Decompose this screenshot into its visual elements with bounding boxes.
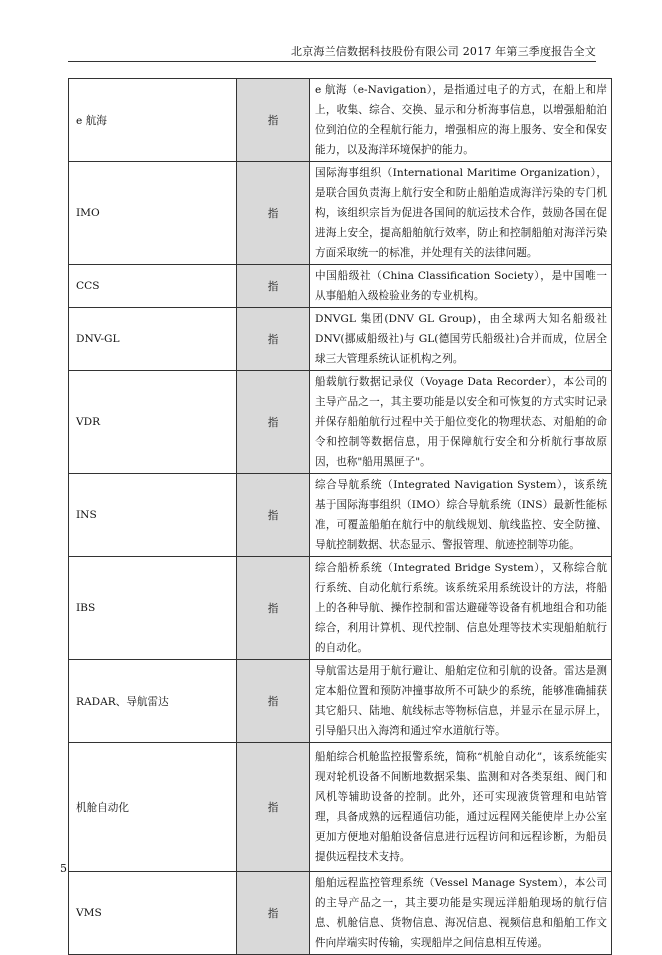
term-cell: CCS (69, 265, 237, 308)
refers-to-cell: 指 (237, 872, 310, 955)
refers-to-cell: 指 (237, 474, 310, 557)
refers-to-cell: 指 (237, 660, 310, 743)
term-cell: DNV-GL (69, 308, 237, 371)
definition-cell: DNVGL 集团(DNV GL Group)，由全球两大知名船级社 DNV(挪威船级社)与 GL(德国劳氏船级社)合并而成，位居全球三大管理系统认证机构之列。 (310, 308, 612, 371)
table-row (69, 162, 612, 265)
definition-cell: 船载航行数据记录仪（Voyage Data Recorder），本公司的主导产品之一，其主要功能是以安全和可恢复的方式实时记录并保存船舶航行过程中关于船位变化的物理状态、对船舶的命令和控制等数据信息，用于保障航行安全和分析航行事故原因，也称"船用黑匣子"。 (310, 371, 612, 474)
table-row (69, 265, 612, 308)
definition-cell: 船舶远程监控管理系统（Vessel Manage System），本公司的主导产品之一，其主要功能是实现远洋船舶现场的航行信息、机舱信息、货物信息、海况信息、视频信息和船舶工作文件向岸端实时传输，实现船岸之间信息相互传递。 (310, 872, 612, 955)
term-cell: INS (69, 474, 237, 557)
refers-to-cell: 指 (237, 557, 310, 660)
term-cell: IBS (69, 557, 237, 660)
header-divider (68, 61, 596, 62)
table-row (69, 872, 612, 955)
table-row (69, 557, 612, 660)
refers-to-cell: 指 (237, 308, 310, 371)
term-cell: e 航海 (69, 79, 237, 162)
glossary-table (68, 78, 612, 955)
table-row (69, 79, 612, 162)
table-row (69, 371, 612, 474)
table-row (69, 474, 612, 557)
table-row (69, 660, 612, 743)
table-row (69, 308, 612, 371)
definition-cell: 导航雷达是用于航行避让、船舶定位和引航的设备。雷达是测定本船位置和预防冲撞事故所不可缺少的系统，能够准确捕获其它船只、陆地、航线标志等物标信息，并显示在显示屏上，引导船只出入海湾和通过窄水道航行等。 (310, 660, 612, 743)
refers-to-cell: 指 (237, 265, 310, 308)
term-cell: VMS (69, 872, 237, 955)
page-header-title: 北京海兰信数据科技股份有限公司 2017 年第三季度报告全文 (291, 45, 596, 58)
definition-cell: 国际海事组织（International Maritime Organization），是联合国负责海上航行安全和防止船舶造成海洋污染的专门机构，该组织宗旨为促进各国间的航运技术合作，鼓励各国在促进海上安全，提高船舶航行效率，防止和控制船舶对海洋污染方面采取统一的标准，并处理有关的法律问题。 (310, 162, 612, 265)
definition-cell: 中国船级社（China Classification Society），是中国唯一从事船舶入级检验业务的专业机构。 (310, 265, 612, 308)
page-number: 5 (60, 862, 67, 875)
definition-cell: 船舶综合机舱监控报警系统，简称“机舱自动化”，该系统能实现对轮机设备不间断地数据采集、监测和对各类泵组、阀门和风机等辅助设备的控制。此外，还可实现液货管理和电站管理，具备成熟的远程通信功能，通过远程网关能使岸上办公室更加方便地对船舶设备信息进行远程访问和远程诊断，为船员提供远程技术支持。 (310, 743, 612, 872)
table-row (69, 743, 612, 872)
term-cell: 机舱自动化 (69, 743, 237, 872)
term-cell: IMO (69, 162, 237, 265)
term-cell: VDR (69, 371, 237, 474)
refers-to-cell: 指 (237, 743, 310, 872)
definition-cell: e 航海（e-Navigation），是指通过电子的方式，在船上和岸上，收集、综合、交换、显示和分析海事信息，以增强船舶泊位到泊位的全程航行能力，增强相应的海上服务、安全和保安能力，以及海洋环境保护的能力。 (310, 79, 612, 162)
refers-to-cell: 指 (237, 79, 310, 162)
definition-cell: 综合船桥系统（Integrated Bridge System），又称综合航行系统、自动化航行系统。该系统采用系统设计的方法，将船上的各种导航、操作控制和雷达避碰等设备有机地组合和功能综合，利用计算机、现代控制、信息处理等技术实现船舶航行的自动化。 (310, 557, 612, 660)
definition-cell: 综合导航系统（Integrated Navigation System），该系统基于国际海事组织（IMO）综合导航系统（INS）最新性能标准，可覆盖船舶在航行中的航线规划、航线监控、安全防撞、导航控制数据、状态显示、警报管理、航迹控制等功能。 (310, 474, 612, 557)
term-cell: RADAR、导航雷达 (69, 660, 237, 743)
refers-to-cell: 指 (237, 371, 310, 474)
refers-to-cell: 指 (237, 162, 310, 265)
